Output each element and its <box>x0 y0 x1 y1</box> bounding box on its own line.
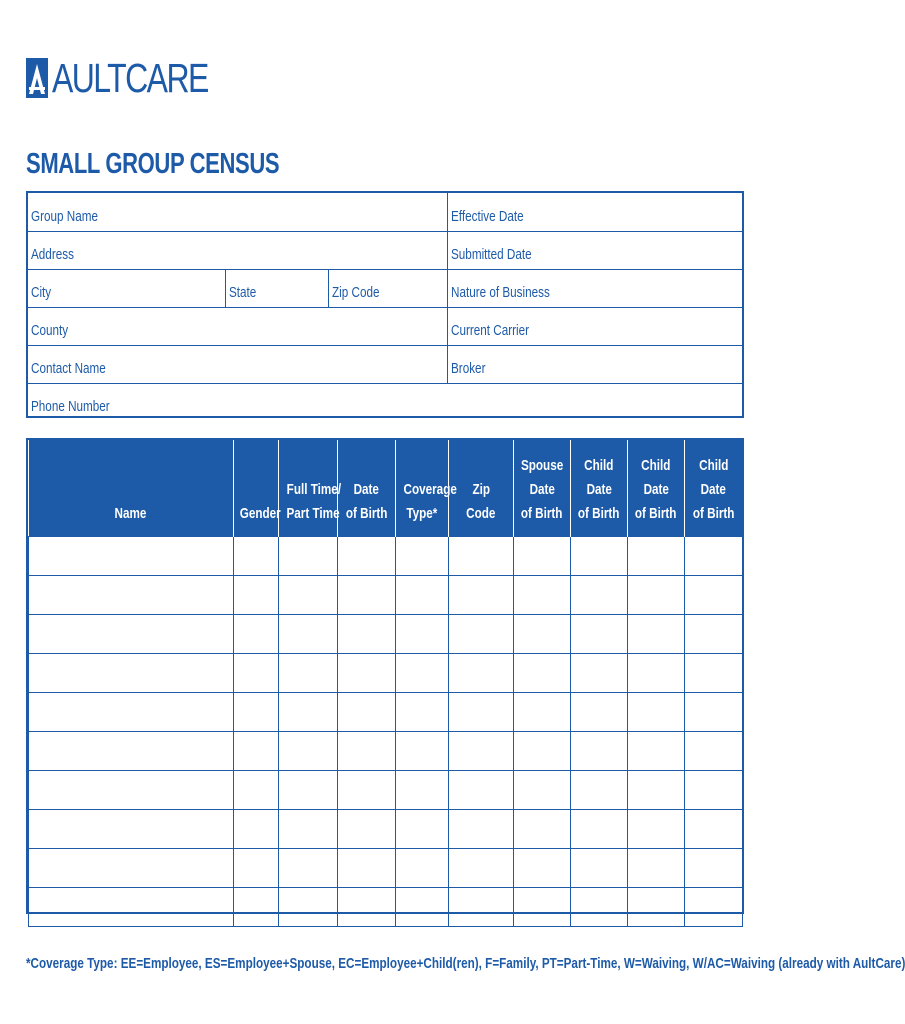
census-row <box>29 614 743 653</box>
census-cell-coverage-type[interactable] <box>396 653 449 692</box>
census-row <box>29 536 743 575</box>
census-cell-child-2-date-of-birth[interactable] <box>628 536 685 575</box>
coverage-type-footnote: *Coverage Type: EE=Employee, ES=Employee+Spouse, EC=Employee+Child(ren), F=Family, PT=Part-Time, W=Waiving, W/AC=Waiving (already with AultCare) <box>26 955 905 972</box>
column-header-text: Gender <box>239 504 281 522</box>
info-row <box>28 307 742 346</box>
aultcare-logo <box>26 57 252 99</box>
address-label: Address <box>31 246 74 263</box>
census-cell-name[interactable] <box>29 770 234 809</box>
census-row <box>29 887 743 926</box>
group-name-field[interactable] <box>28 193 447 231</box>
census-cell-spouse-date-of-birth[interactable] <box>514 692 571 731</box>
census-cell-coverage-type[interactable] <box>396 887 449 926</box>
census-cell-gender[interactable] <box>234 770 279 809</box>
contact-name-field[interactable] <box>28 345 447 383</box>
census-cell-child-2-date-of-birth[interactable] <box>628 848 685 887</box>
nature-of-business-label: Nature of Business <box>451 284 550 301</box>
census-cell-spouse-date-of-birth[interactable] <box>514 887 571 926</box>
census-cell-employment-status[interactable] <box>279 770 338 809</box>
column-header-child-3-date-of-birth <box>685 440 743 536</box>
column-header-text: Child <box>584 456 614 474</box>
column-header-text: of Birth <box>521 504 563 522</box>
census-cell-spouse-date-of-birth[interactable] <box>514 653 571 692</box>
address-field[interactable] <box>28 231 447 269</box>
census-cell-coverage-type[interactable] <box>396 809 449 848</box>
state-label: State <box>229 284 257 301</box>
column-header-text: Child <box>641 456 671 474</box>
census-cell-child-3-date-of-birth[interactable] <box>685 848 743 887</box>
census-cell-child-1-date-of-birth[interactable] <box>571 848 628 887</box>
group-info-form <box>26 191 744 418</box>
census-cell-name[interactable] <box>29 614 234 653</box>
census-body <box>29 536 743 926</box>
column-header-text: Code <box>466 504 496 522</box>
census-cell-date-of-birth[interactable] <box>338 887 396 926</box>
census-cell-spouse-date-of-birth[interactable] <box>514 536 571 575</box>
census-cell-zip-code[interactable] <box>449 848 514 887</box>
census-cell-child-1-date-of-birth[interactable] <box>571 536 628 575</box>
census-cell-spouse-date-of-birth[interactable] <box>514 809 571 848</box>
census-cell-name[interactable] <box>29 575 234 614</box>
census-cell-gender[interactable] <box>234 692 279 731</box>
census-cell-name[interactable] <box>29 887 234 926</box>
census-cell-zip-code[interactable] <box>449 536 514 575</box>
phone-number-field[interactable] <box>28 383 744 421</box>
census-cell-coverage-type[interactable] <box>396 536 449 575</box>
city-field[interactable] <box>28 269 225 307</box>
column-header-spouse-date-of-birth <box>514 440 571 536</box>
census-cell-employment-status[interactable] <box>279 575 338 614</box>
census-cell-zip-code[interactable] <box>449 575 514 614</box>
census-cell-child-2-date-of-birth[interactable] <box>628 731 685 770</box>
broker-field[interactable] <box>447 345 744 383</box>
census-cell-gender[interactable] <box>234 536 279 575</box>
census-cell-child-1-date-of-birth[interactable] <box>571 575 628 614</box>
column-header-text: Name <box>114 504 147 522</box>
census-cell-child-1-date-of-birth[interactable] <box>571 770 628 809</box>
census-cell-employment-status[interactable] <box>279 731 338 770</box>
census-cell-child-1-date-of-birth[interactable] <box>571 809 628 848</box>
census-cell-child-2-date-of-birth[interactable] <box>628 614 685 653</box>
column-header-name <box>29 440 234 536</box>
census-cell-name[interactable] <box>29 809 234 848</box>
census-cell-zip-code[interactable] <box>449 614 514 653</box>
contact-name-label: Contact Name <box>31 360 106 377</box>
column-header-text: Part Time <box>286 504 340 522</box>
census-cell-child-3-date-of-birth[interactable] <box>685 614 743 653</box>
census-header-row <box>29 440 743 536</box>
submitted-date-field[interactable] <box>447 231 744 269</box>
census-cell-child-3-date-of-birth[interactable] <box>685 653 743 692</box>
census-cell-child-3-date-of-birth[interactable] <box>685 692 743 731</box>
census-cell-child-2-date-of-birth[interactable] <box>628 692 685 731</box>
column-header-child-1-date-of-birth <box>571 440 628 536</box>
census-cell-name[interactable] <box>29 692 234 731</box>
census-cell-coverage-type[interactable] <box>396 575 449 614</box>
census-row <box>29 848 743 887</box>
census-cell-coverage-type[interactable] <box>396 770 449 809</box>
info-row <box>28 383 742 421</box>
census-cell-date-of-birth[interactable] <box>338 575 396 614</box>
phone-number-label: Phone Number <box>31 398 110 415</box>
census-cell-employment-status[interactable] <box>279 848 338 887</box>
census-cell-spouse-date-of-birth[interactable] <box>514 575 571 614</box>
census-cell-gender[interactable] <box>234 887 279 926</box>
current-carrier-field[interactable] <box>447 307 744 345</box>
column-header-date-of-birth <box>338 440 396 536</box>
zip-code-label: Zip Code <box>332 284 380 301</box>
info-row <box>28 345 742 384</box>
group-name-label: Group Name <box>31 208 98 225</box>
census-cell-child-2-date-of-birth[interactable] <box>628 809 685 848</box>
current-carrier-label: Current Carrier <box>451 322 530 339</box>
census-cell-date-of-birth[interactable] <box>338 770 396 809</box>
census-cell-gender[interactable] <box>234 848 279 887</box>
census-cell-coverage-type[interactable] <box>396 692 449 731</box>
census-cell-child-2-date-of-birth[interactable] <box>628 575 685 614</box>
column-header-child-2-date-of-birth <box>628 440 685 536</box>
submitted-date-label: Submitted Date <box>451 246 532 263</box>
column-header-text: Coverage <box>403 480 457 498</box>
census-cell-employment-status[interactable] <box>279 809 338 848</box>
column-header-text: of Birth <box>345 504 388 522</box>
zip-code-field[interactable] <box>328 269 447 307</box>
column-header-employment-status <box>279 440 342 536</box>
census-cell-child-1-date-of-birth[interactable] <box>571 887 628 926</box>
column-header-text: of Birth <box>692 504 735 522</box>
census-cell-spouse-date-of-birth[interactable] <box>514 731 571 770</box>
census-row <box>29 731 743 770</box>
census-cell-child-3-date-of-birth[interactable] <box>685 575 743 614</box>
census-cell-child-3-date-of-birth[interactable] <box>685 887 743 926</box>
info-row <box>28 231 742 270</box>
state-field[interactable] <box>225 269 328 307</box>
census-cell-child-1-date-of-birth[interactable] <box>571 692 628 731</box>
county-label: County <box>31 322 69 339</box>
census-cell-name[interactable] <box>29 653 234 692</box>
column-header-text: Date <box>701 480 727 498</box>
census-cell-child-2-date-of-birth[interactable] <box>628 770 685 809</box>
census-cell-date-of-birth[interactable] <box>338 692 396 731</box>
census-cell-gender[interactable] <box>234 653 279 692</box>
census-cell-child-3-date-of-birth[interactable] <box>685 536 743 575</box>
census-cell-coverage-type[interactable] <box>396 731 449 770</box>
column-header-coverage-type <box>396 440 457 536</box>
census-table <box>26 438 744 914</box>
column-header-text: Date <box>643 480 669 498</box>
census-cell-child-2-date-of-birth[interactable] <box>628 653 685 692</box>
census-row <box>29 809 743 848</box>
column-header-gender <box>234 440 279 536</box>
census-cell-employment-status[interactable] <box>279 692 338 731</box>
census-cell-gender[interactable] <box>234 809 279 848</box>
census-cell-child-1-date-of-birth[interactable] <box>571 653 628 692</box>
column-header-text: Type* <box>406 504 438 522</box>
page-title: SMALL GROUP CENSUS <box>26 148 280 180</box>
census-cell-date-of-birth[interactable] <box>338 809 396 848</box>
census-cell-gender[interactable] <box>234 575 279 614</box>
column-header-text: Date <box>353 480 380 498</box>
broker-label: Broker <box>451 360 486 377</box>
census-cell-zip-code[interactable] <box>449 653 514 692</box>
census-cell-child-3-date-of-birth[interactable] <box>685 770 743 809</box>
census-cell-employment-status[interactable] <box>279 614 338 653</box>
census-cell-employment-status[interactable] <box>279 887 338 926</box>
census-cell-child-1-date-of-birth[interactable] <box>571 731 628 770</box>
census-cell-zip-code[interactable] <box>449 887 514 926</box>
effective-date-field[interactable] <box>447 193 744 231</box>
info-row <box>28 269 742 308</box>
column-header-text: Full Time/ <box>286 480 342 498</box>
info-row <box>28 193 742 232</box>
city-label: City <box>31 284 52 301</box>
census-cell-zip-code[interactable] <box>449 809 514 848</box>
census-cell-zip-code[interactable] <box>449 770 514 809</box>
column-header-text: of Birth <box>578 504 620 522</box>
census-cell-coverage-type[interactable] <box>396 614 449 653</box>
column-header-text: Date <box>529 480 555 498</box>
census-cell-child-3-date-of-birth[interactable] <box>685 809 743 848</box>
census-cell-employment-status[interactable] <box>279 536 338 575</box>
column-header-text: Spouse <box>520 456 564 474</box>
census-cell-spouse-date-of-birth[interactable] <box>514 770 571 809</box>
census-cell-spouse-date-of-birth[interactable] <box>514 848 571 887</box>
census-cell-child-2-date-of-birth[interactable] <box>628 887 685 926</box>
census-row <box>29 575 743 614</box>
census-row <box>29 653 743 692</box>
census-cell-employment-status[interactable] <box>279 653 338 692</box>
census-cell-name[interactable] <box>29 536 234 575</box>
column-header-text: Zip <box>472 480 490 498</box>
nature-of-business-field[interactable] <box>447 269 744 307</box>
county-field[interactable] <box>28 307 447 345</box>
census-cell-zip-code[interactable] <box>449 731 514 770</box>
census-cell-date-of-birth[interactable] <box>338 731 396 770</box>
census-cell-date-of-birth[interactable] <box>338 653 396 692</box>
column-header-text: Date <box>586 480 612 498</box>
census-cell-spouse-date-of-birth[interactable] <box>514 614 571 653</box>
effective-date-label: Effective Date <box>451 208 524 225</box>
column-header-zip-code <box>449 440 514 536</box>
census-row <box>29 770 743 809</box>
column-header-text: of Birth <box>635 504 677 522</box>
census-row <box>29 692 743 731</box>
census-cell-date-of-birth[interactable] <box>338 536 396 575</box>
census-cell-gender[interactable] <box>234 614 279 653</box>
census-cell-child-1-date-of-birth[interactable] <box>571 614 628 653</box>
census-cell-date-of-birth[interactable] <box>338 848 396 887</box>
census-cell-date-of-birth[interactable] <box>338 614 396 653</box>
census-cell-name[interactable] <box>29 731 234 770</box>
census-cell-name[interactable] <box>29 848 234 887</box>
aultcare-logo-mark-icon <box>26 58 52 98</box>
census-cell-gender[interactable] <box>234 731 279 770</box>
census-cell-zip-code[interactable] <box>449 692 514 731</box>
census-cell-coverage-type[interactable] <box>396 848 449 887</box>
census-cell-child-3-date-of-birth[interactable] <box>685 731 743 770</box>
brand-name: AULTCARE <box>52 55 208 101</box>
column-header-text: Child <box>699 456 729 474</box>
